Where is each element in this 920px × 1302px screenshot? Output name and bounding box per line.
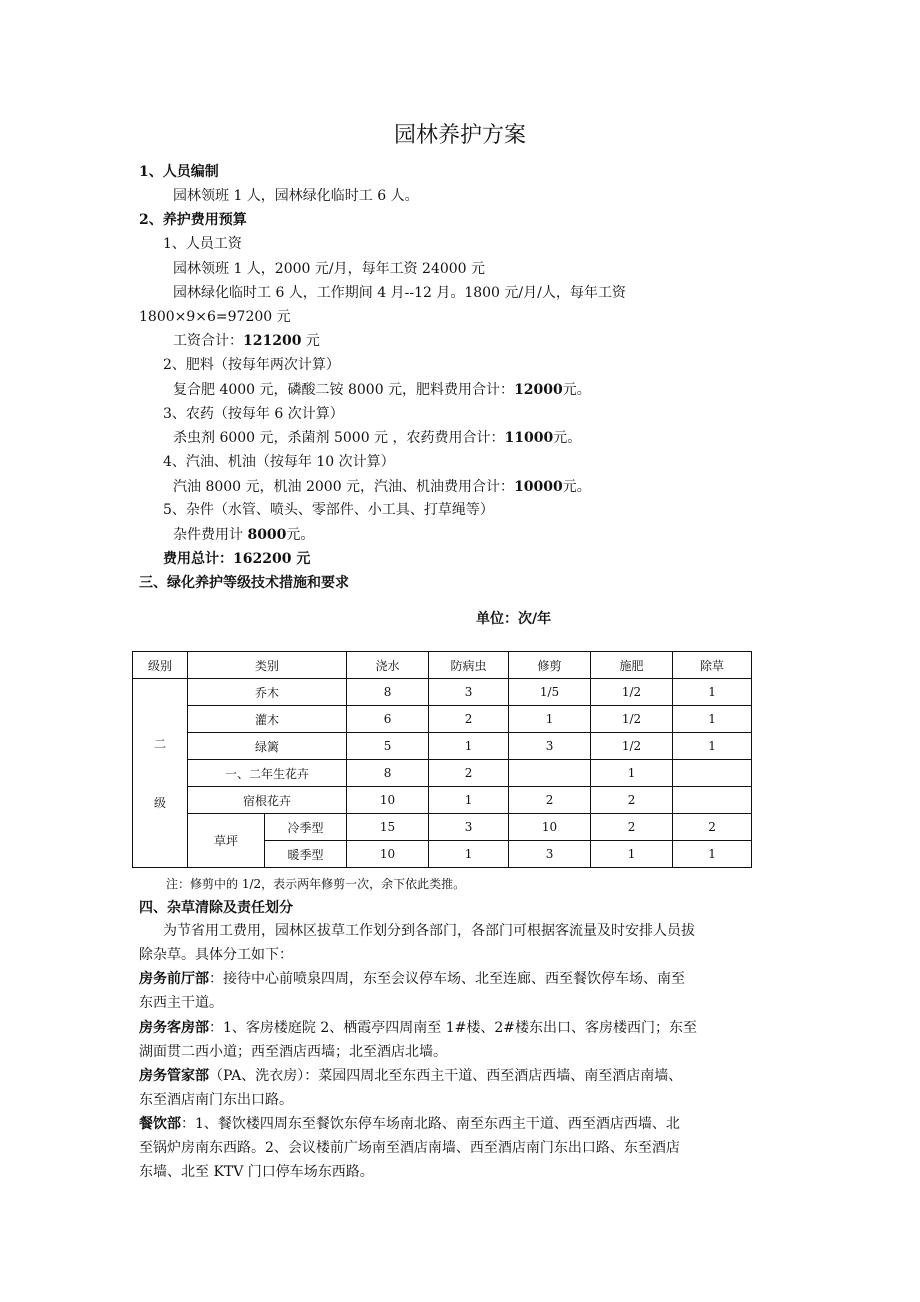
pesticide-unit: 元。 (553, 430, 582, 446)
fertilizer-value: 12000 (514, 382, 563, 398)
fuel-heading: 4、汽油、机油（按每年 10 次计算） (163, 454, 395, 470)
front-office-line-1 (139, 970, 685, 988)
fertilizer-unit: 元。 (562, 382, 591, 398)
steward-line-1 (139, 1067, 682, 1085)
category-cell: 一、二年生花卉 (188, 760, 347, 787)
wages-line-3: 1800×9×6=97200 元 (139, 309, 291, 325)
table-cell: 1/2 (591, 679, 673, 706)
wages-total-value: 121200 (243, 333, 302, 349)
table-cell: 8 (347, 679, 429, 706)
steward-label: 房务管家部 (139, 1068, 209, 1084)
lawn-cell: 草坪 (188, 814, 265, 868)
table-row (133, 679, 752, 706)
table-cell: 3 (429, 814, 509, 841)
misc-unit: 元。 (286, 527, 315, 543)
table-cell (673, 787, 752, 814)
front-office-line-2: 东西主干道。 (139, 995, 223, 1011)
table-cell: 1 (673, 733, 752, 760)
table-cell: 5 (347, 733, 429, 760)
fertilizer-heading: 2、肥料（按每年两次计算） (163, 357, 340, 373)
header-cell: 施肥 (591, 652, 673, 679)
category-cell: 乔木 (188, 679, 347, 706)
housekeeping-text: ：1、客房楼庭院 2、栖霞亭四周南至 1#楼、2#楼东出口、客房楼西门；东至 (209, 1020, 697, 1036)
table-cell: 1 (673, 841, 752, 868)
header-cell: 修剪 (509, 652, 591, 679)
table-cell: 8 (347, 760, 429, 787)
pesticide-value: 11000 (504, 430, 554, 446)
table-cell: 2 (673, 814, 752, 841)
wages-line-2: 园林绿化临时工 6 人，工作期间 4 月--12 月。1800 元/月/人，每年工资 (173, 285, 626, 301)
section-2-heading: 2、养护费用预算 (139, 212, 247, 228)
fuel-unit: 元。 (562, 479, 591, 495)
table-cell: 1/2 (591, 733, 673, 760)
table-cell: 1 (673, 679, 752, 706)
table-cell: 1 (509, 706, 591, 733)
steward-line-2: 东至酒店南门东出口路。 (139, 1092, 293, 1108)
grade-cell (133, 679, 188, 868)
category-cell: 绿篱 (188, 733, 347, 760)
catering-text: ：1、餐饮楼四周东至餐饮东停车场南北路、南至东西主干道、西至酒店西墙、北 (181, 1116, 680, 1132)
grade-bottom: 级 (153, 796, 166, 810)
table-row (133, 706, 752, 733)
housekeeping-line-1 (139, 1019, 697, 1037)
misc-text: 杂件费用计 (173, 527, 248, 543)
maintenance-table (132, 651, 752, 868)
wages-line-1: 园林领班 1 人，2000 元/月，每年工资 24000 元 (173, 261, 486, 277)
table-row (133, 814, 752, 841)
table-cell: 2 (429, 706, 509, 733)
misc-line (173, 526, 314, 544)
wages-total-unit: 元 (305, 333, 320, 349)
table-cell: 2 (429, 760, 509, 787)
category-cell: 灌木 (188, 706, 347, 733)
table-cell: 1 (591, 841, 673, 868)
table-cell: 2 (509, 787, 591, 814)
catering-label: 餐饮部 (139, 1116, 181, 1132)
table-cell: 1 (429, 841, 509, 868)
table-row (133, 733, 752, 760)
subcategory-cell: 冷季型 (265, 814, 347, 841)
document-title: 园林养护方案 (393, 123, 526, 148)
staffing-line: 园林领班 1 人，园林绿化临时工 6 人。 (173, 188, 419, 204)
front-office-label: 房务前厅部 (139, 971, 209, 987)
table-cell: 10 (347, 787, 429, 814)
catering-line-1 (139, 1115, 680, 1133)
subcategory-cell: 暖季型 (265, 841, 347, 868)
header-cell: 类别 (188, 652, 347, 679)
unit-label: 单位：次/年 (476, 611, 552, 627)
table-cell: 3 (509, 733, 591, 760)
table-row (133, 787, 752, 814)
fuel-line (173, 478, 591, 496)
fuel-value: 10000 (514, 479, 563, 495)
misc-heading: 5、杂件（水管、喷头、零部件、小工具、打草绳等） (163, 502, 494, 518)
table-cell: 1 (673, 706, 752, 733)
pesticide-heading: 3、农药（按每年 6 次计算） (163, 406, 344, 422)
pesticide-line (173, 429, 581, 447)
wages-heading: 1、人员工资 (163, 236, 242, 252)
category-cell: 宿根花卉 (188, 787, 347, 814)
housekeeping-line-2: 湖面贯二西小道；西至酒店西墙；北至酒店北墙。 (139, 1044, 447, 1060)
table-cell: 1/2 (591, 706, 673, 733)
header-cell: 防病虫 (429, 652, 509, 679)
table-cell: 2 (591, 814, 673, 841)
intro-line-2: 除杂草。具体分工如下： (139, 947, 293, 963)
table-cell: 1 (429, 733, 509, 760)
table-cell: 3 (429, 679, 509, 706)
section-4-heading: 四、杂草清除及责任划分 (139, 900, 293, 916)
fertilizer-line (173, 381, 591, 399)
table-cell: 10 (509, 814, 591, 841)
table-cell (673, 760, 752, 787)
wages-total-label: 工资合计： (173, 333, 243, 349)
table-cell: 3 (509, 841, 591, 868)
grade-top: 二 (153, 737, 166, 751)
header-cell: 级别 (133, 652, 188, 679)
wages-total (173, 332, 320, 350)
table-row (133, 760, 752, 787)
misc-value: 8000 (247, 527, 287, 543)
header-cell: 除草 (673, 652, 752, 679)
catering-line-2: 至锅炉房南东西路。2、会议楼前广场南至酒店南墙、西至酒店南门东出口路、东至酒店 (139, 1140, 680, 1156)
table-cell: 1/5 (509, 679, 591, 706)
table-cell: 1 (429, 787, 509, 814)
section-3-heading: 三、绿化养护等级技术措施和要求 (139, 575, 349, 591)
front-office-text: ：接待中心前喷泉四周，东至会议停车场、北至连廊、西至餐饮停车场、南至 (209, 971, 685, 987)
table-cell: 10 (347, 841, 429, 868)
intro-line-1: 为节省用工费用，园林区拔草工作划分到各部门，各部门可根据客流量及时安排人员拔 (163, 923, 695, 939)
steward-text: （PA、洗衣房）：菜园四周北至东西主干道、西至酒店西墙、南至酒店南墙、 (209, 1068, 683, 1084)
grand-total: 费用总计：162200 元 (163, 551, 311, 567)
table-cell: 15 (347, 814, 429, 841)
fertilizer-text: 复合肥 4000 元，磷酸二铵 8000 元，肥料费用合计： (173, 382, 515, 398)
fuel-text: 汽油 8000 元，机油 2000 元，汽油、机油费用合计： (173, 479, 515, 495)
housekeeping-label: 房务客房部 (139, 1020, 209, 1036)
table-cell: 2 (591, 787, 673, 814)
catering-line-3: 东墙、北至 KTV 门口停车场东西路。 (139, 1164, 374, 1180)
header-cell: 浇水 (347, 652, 429, 679)
table-cell (509, 760, 591, 787)
table-cell: 6 (347, 706, 429, 733)
section-1-heading: 1、人员编制 (139, 164, 219, 180)
table-cell: 1 (591, 760, 673, 787)
pesticide-text: 杀虫剂 6000 元，杀菌剂 5000 元 ，农药费用合计： (173, 430, 505, 446)
table-note: 注：修剪中的 1/2，表示两年修剪一次，余下依此类推。 (166, 877, 466, 891)
table-header-row (133, 652, 752, 679)
